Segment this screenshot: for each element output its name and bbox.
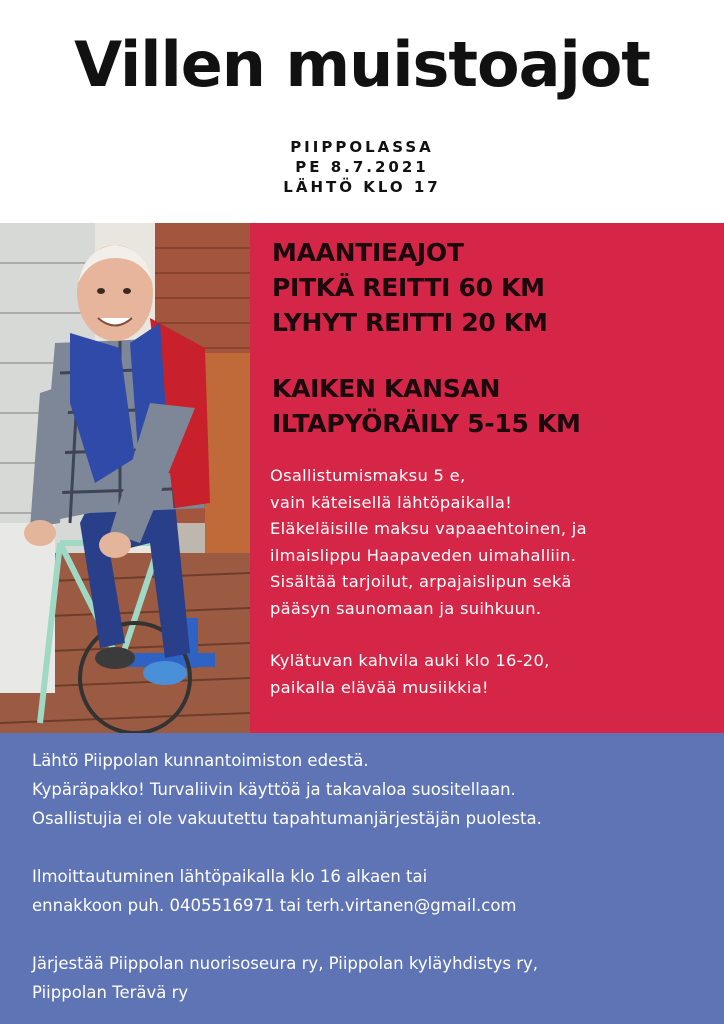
- organizers-line: Piippolan Terävä ry: [32, 983, 189, 1002]
- rides-panel: [250, 223, 724, 733]
- registration-contact: ennakkoon puh. 0405516971 tai terh.virtanen@gmail.com: [32, 896, 517, 915]
- practical-info: [32, 746, 722, 1007]
- event-date-block: [0, 137, 724, 197]
- poster-header: [0, 0, 724, 223]
- organizers-line: Järjestää Piippolan nuorisoseura ry, Piippolan kyläyhdistys ry,: [32, 954, 539, 973]
- event-start-time: LÄHTÖ KLO 17: [283, 178, 441, 196]
- road-rides-heading: MAANTIEAJOT: [272, 238, 464, 267]
- short-route: LYHYT REITTI 20 KM: [272, 308, 548, 337]
- cafe-line: Kylätuvan kahvila auki klo 16-20,: [270, 651, 550, 670]
- folk-ride-heading: KAIKEN KANSAN: [272, 374, 501, 403]
- start-line: Lähtö Piippolan kunnantoimiston edestä.: [32, 751, 369, 770]
- registration-line: Ilmoittautuminen lähtöpaikalla klo 16 alkaen tai: [32, 867, 428, 886]
- start-line: Kypäräpakko! Turvaliivin käyttöä ja takavaloa suositellaan.: [32, 780, 516, 799]
- start-line: Osallistujia ei ole vakuutettu tapahtumanjärjestäjän puolesta.: [32, 809, 542, 828]
- folk-ride-distance: ILTAPYÖRÄILY 5-15 KM: [272, 409, 581, 438]
- event-location: PIIPPOLASSA: [290, 138, 434, 156]
- cafe-line: paikalla elävää musiikkia!: [270, 677, 489, 697]
- fee-line: Eläkeläisille maksu vapaaehtoinen, ja: [270, 519, 587, 538]
- fee-line: Osallistumismaksu 5 e,: [270, 466, 466, 485]
- poster-title: Villen muistoajot: [74, 28, 650, 101]
- long-route: PITKÄ REITTI 60 KM: [272, 273, 545, 302]
- fee-line: Sisältää tarjoilut, arpajaislipun sekä: [270, 572, 572, 591]
- folk-ride-block: [272, 371, 581, 441]
- fee-line: vain käteisellä lähtöpaikalla!: [270, 492, 513, 512]
- fee-line: ilmaislippu Haapaveden uimahalliin.: [270, 545, 577, 565]
- fee-line: pääsyn saunomaan ja suihkuun.: [270, 598, 542, 618]
- fee-info: [270, 463, 720, 701]
- event-date: PE 8.7.2021: [295, 158, 429, 176]
- road-rides-block: [272, 235, 548, 340]
- cyclist-photo: [0, 223, 250, 733]
- info-panel: [0, 733, 724, 1024]
